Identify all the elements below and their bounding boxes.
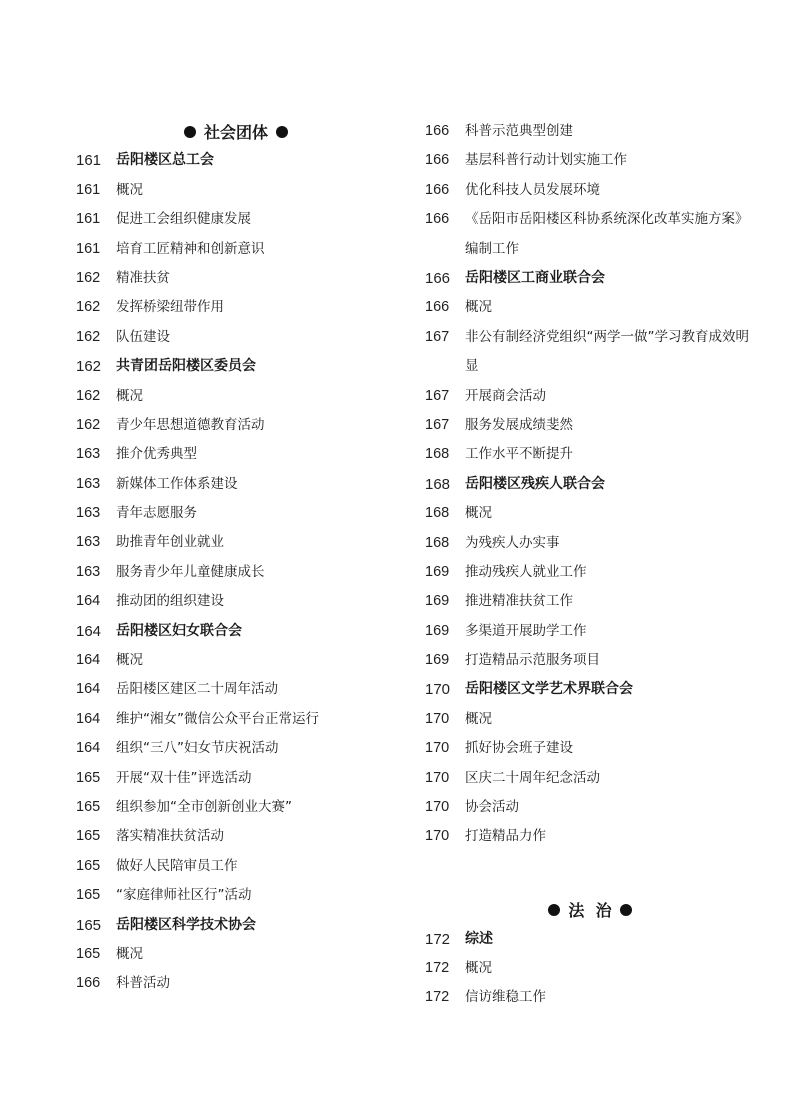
- page-number: 164: [76, 710, 101, 727]
- bullet-dot-icon: [276, 126, 288, 138]
- toc-entry[interactable]: [76, 764, 396, 793]
- entry-title: 打造精品示范服务项目: [465, 652, 600, 669]
- page-number: 170: [425, 769, 450, 786]
- toc-entry[interactable]: [76, 323, 396, 352]
- toc-entry[interactable]: [425, 822, 755, 851]
- toc-entry[interactable]: [76, 646, 396, 675]
- entry-title: 维护“湘女”微信公众平台正常运行: [116, 710, 319, 727]
- entry-title: 开展商会活动: [465, 387, 546, 404]
- toc-entry[interactable]: [76, 528, 396, 557]
- toc-heading-entry[interactable]: [425, 675, 755, 704]
- entry-title: 多渠道开展助学工作: [465, 622, 587, 639]
- toc-entry[interactable]: [76, 411, 396, 440]
- toc-entry[interactable]: [76, 852, 396, 881]
- entry-title: 岳阳楼区文学艺术界联合会: [465, 681, 633, 698]
- page-number: 172: [425, 960, 450, 976]
- toc-entry[interactable]: [76, 440, 396, 469]
- entry-title: 促进工会组织健康发展: [116, 211, 251, 228]
- page-number: 162: [76, 358, 102, 376]
- bullet-dot-icon: [184, 126, 196, 138]
- page-number: 163: [76, 534, 101, 551]
- entry-title: 协会活动: [465, 799, 519, 816]
- page-number: 166: [425, 299, 450, 316]
- toc-heading-entry[interactable]: [76, 617, 396, 646]
- page-number: 162: [76, 387, 101, 404]
- entry-title: 青年志愿服务: [116, 505, 197, 522]
- toc-list: [425, 925, 755, 1013]
- section-header-social-groups: [76, 117, 396, 146]
- page-number: 169: [425, 563, 450, 580]
- entry-title: 队伍建设: [116, 328, 170, 345]
- section-title: 社会团体: [203, 123, 268, 143]
- entry-title: 概况: [465, 505, 492, 522]
- page-number: 166: [76, 975, 101, 992]
- entry-title: 组织“三八”妇女节庆祝活动: [116, 740, 279, 757]
- toc-entry[interactable]: [76, 822, 396, 851]
- toc-heading-entry[interactable]: [76, 911, 396, 940]
- toc-entry[interactable]: [425, 440, 755, 469]
- entry-title: 概况: [116, 945, 143, 962]
- entry-title: 科普示范典型创建: [465, 123, 573, 139]
- toc-entry[interactable]: [425, 411, 755, 440]
- entry-title: 岳阳楼区工商业联合会: [465, 269, 605, 286]
- page-number: 166: [425, 152, 450, 169]
- entry-title: 概况: [116, 181, 143, 198]
- entry-title: 服务发展成绩斐然: [465, 416, 573, 433]
- toc-entry[interactable]: [76, 675, 396, 704]
- entry-title: 打造精品力作: [465, 828, 546, 845]
- toc-entry[interactable]: [76, 264, 396, 293]
- entry-title: 助推青年创业就业: [116, 534, 224, 551]
- page-number: 172: [425, 930, 451, 948]
- entry-title: 组织参加“全市创新创业大赛”: [116, 798, 292, 815]
- toc-heading-entry[interactable]: [76, 352, 396, 381]
- section-header-legal: [425, 895, 755, 924]
- entry-title: 信访维稳工作: [465, 989, 546, 1006]
- toc-entry[interactable]: [76, 793, 396, 822]
- entry-title: 推介优秀典型: [116, 446, 197, 463]
- toc-entry[interactable]: [76, 205, 396, 234]
- toc-entry[interactable]: [425, 705, 755, 734]
- toc-entry[interactable]: [425, 558, 755, 587]
- toc-entry[interactable]: [76, 382, 396, 411]
- page-number: 161: [76, 240, 101, 257]
- entry-title: 岳阳楼区残疾人联合会: [465, 475, 605, 492]
- entry-title: 岳阳楼区建区二十周年活动: [116, 681, 278, 698]
- entry-title: 做好人民陪审员工作: [116, 857, 238, 874]
- page-number: 166: [425, 211, 450, 228]
- entry-title: 概况: [465, 299, 492, 316]
- right-column: [425, 117, 755, 1013]
- page-number: 165: [76, 945, 101, 962]
- page-number: 166: [425, 181, 450, 198]
- entry-title: 服务青少年儿童健康成长: [116, 563, 265, 580]
- entry-title: 推动团的组织建设: [116, 593, 224, 610]
- entry-title: “家庭律师社区行”活动: [116, 887, 252, 904]
- entry-title: 精准扶贫: [116, 269, 170, 286]
- page-number: 165: [76, 857, 101, 874]
- toc-entry[interactable]: [425, 146, 755, 175]
- page-number: 163: [76, 505, 101, 522]
- toc-entry[interactable]: [76, 587, 396, 616]
- spacer: [425, 852, 755, 881]
- entry-title: 概况: [465, 960, 492, 976]
- toc-entry[interactable]: [425, 617, 755, 646]
- entry-title: 落实精准扶贫活动: [116, 828, 224, 845]
- page-number: 168: [425, 446, 450, 463]
- entry-title: 《岳阳市岳阳楼区科协系统深化改革实施方案》编制工作: [465, 211, 749, 257]
- toc-heading-entry[interactable]: [425, 264, 755, 293]
- entry-title: 工作水平不断提升: [465, 446, 573, 463]
- page-number: 162: [76, 328, 101, 345]
- bullet-dot-icon: [620, 904, 632, 916]
- toc-entry[interactable]: [76, 176, 396, 205]
- page-number: 164: [76, 652, 101, 669]
- toc-entry[interactable]: [425, 293, 755, 322]
- page-number: 172: [425, 989, 450, 1006]
- toc-entry[interactable]: [76, 734, 396, 763]
- toc-entry[interactable]: [76, 969, 396, 998]
- page-number: 162: [76, 299, 101, 316]
- entry-title: 概况: [116, 387, 143, 404]
- toc-heading-entry[interactable]: [76, 146, 396, 175]
- toc-entry[interactable]: [76, 470, 396, 499]
- toc-entry[interactable]: [425, 205, 755, 264]
- page-number: 163: [76, 446, 101, 463]
- toc-entry[interactable]: [76, 293, 396, 322]
- page-number: 165: [76, 769, 101, 786]
- toc-entry[interactable]: [425, 764, 755, 793]
- toc-entry[interactable]: [425, 983, 755, 1012]
- entry-title: 非公有制经济党组织“两学一做”学习教育成效明显: [465, 328, 749, 375]
- entry-title: 基层科普行动计划实施工作: [465, 152, 627, 169]
- page-number: 169: [425, 622, 450, 639]
- page-number: 168: [425, 534, 450, 551]
- page-number: 170: [425, 828, 450, 845]
- toc-entry[interactable]: [425, 529, 755, 558]
- entry-title: 开展“双十佳”评选活动: [116, 769, 252, 786]
- page-number: 165: [76, 798, 101, 815]
- page-number: 170: [425, 681, 451, 699]
- entry-title: 科普活动: [116, 975, 170, 992]
- toc-heading-entry[interactable]: [425, 925, 755, 954]
- page-number: 168: [425, 475, 451, 493]
- toc-entry[interactable]: [425, 954, 755, 983]
- toc-list: [76, 146, 396, 998]
- toc-entry[interactable]: [76, 705, 396, 734]
- page-number: 161: [76, 181, 101, 198]
- page-number: 167: [425, 387, 450, 404]
- page-number: 170: [425, 740, 450, 757]
- page-number: 162: [76, 416, 101, 433]
- entry-title: 为残疾人办实事: [465, 534, 560, 551]
- toc-entry[interactable]: [76, 940, 396, 969]
- entry-title: 发挥桥梁纽带作用: [116, 299, 224, 316]
- page-number: 164: [76, 740, 101, 757]
- page-number: 164: [76, 681, 101, 698]
- toc-entry[interactable]: [425, 499, 755, 528]
- entry-title: 岳阳楼区妇女联合会: [116, 622, 242, 639]
- toc-entry[interactable]: [425, 587, 755, 616]
- page-number: 165: [76, 828, 101, 845]
- toc-entry[interactable]: [76, 235, 396, 264]
- toc-heading-entry[interactable]: [425, 470, 755, 499]
- toc-entry[interactable]: [425, 734, 755, 763]
- page-number: 163: [76, 475, 101, 492]
- entry-title: 区庆二十周年纪念活动: [465, 769, 600, 786]
- bullet-dot-icon: [548, 904, 560, 916]
- toc-entry[interactable]: [76, 881, 396, 910]
- page-number: 170: [425, 710, 450, 727]
- entry-title: 培育工匠精神和创新意识: [116, 240, 265, 257]
- entry-title: 优化科技人员发展环境: [465, 181, 600, 198]
- page-number: 167: [425, 328, 450, 345]
- page-number: 164: [76, 593, 101, 610]
- page-number: 169: [425, 652, 450, 669]
- toc-entry[interactable]: [425, 646, 755, 675]
- entry-title: 新媒体工作体系建设: [116, 475, 238, 492]
- entry-title: 岳阳楼区总工会: [116, 152, 214, 169]
- page-number: 165: [76, 887, 101, 904]
- page-number: 161: [76, 152, 102, 170]
- entry-title: 青少年思想道德教育活动: [116, 416, 265, 433]
- page-number: 165: [76, 916, 102, 934]
- entry-title: 概况: [116, 652, 143, 669]
- page-number: 169: [425, 593, 450, 610]
- page-number: 168: [425, 505, 450, 522]
- page-number: 162: [76, 269, 101, 286]
- entry-title: 共青团岳阳楼区委员会: [116, 358, 256, 375]
- entry-title: 综述: [465, 930, 493, 947]
- page-number: 166: [425, 269, 451, 287]
- toc-entry[interactable]: [425, 382, 755, 411]
- toc-entry[interactable]: [76, 499, 396, 528]
- page-number: 170: [425, 799, 450, 816]
- entry-title: 推进精准扶贫工作: [465, 593, 573, 610]
- page-number: 167: [425, 416, 450, 433]
- page-number: 164: [76, 622, 102, 640]
- left-column: [76, 117, 396, 999]
- toc-entry[interactable]: [425, 117, 755, 146]
- toc-entry[interactable]: [425, 793, 755, 822]
- entry-title: 概况: [465, 710, 492, 727]
- toc-entry[interactable]: [76, 558, 396, 587]
- page-number: 161: [76, 211, 101, 228]
- entry-title: 岳阳楼区科学技术协会: [116, 916, 256, 933]
- page-number: 163: [76, 563, 101, 580]
- spacer: [425, 881, 755, 895]
- entry-title: 推动残疾人就业工作: [465, 563, 587, 580]
- section-title: 法 治: [568, 901, 612, 921]
- entry-title: 抓好协会班子建设: [465, 740, 573, 757]
- toc-entry[interactable]: [425, 323, 755, 382]
- toc-entry[interactable]: [425, 176, 755, 205]
- page-number: 166: [425, 123, 450, 139]
- toc-list: [425, 117, 755, 852]
